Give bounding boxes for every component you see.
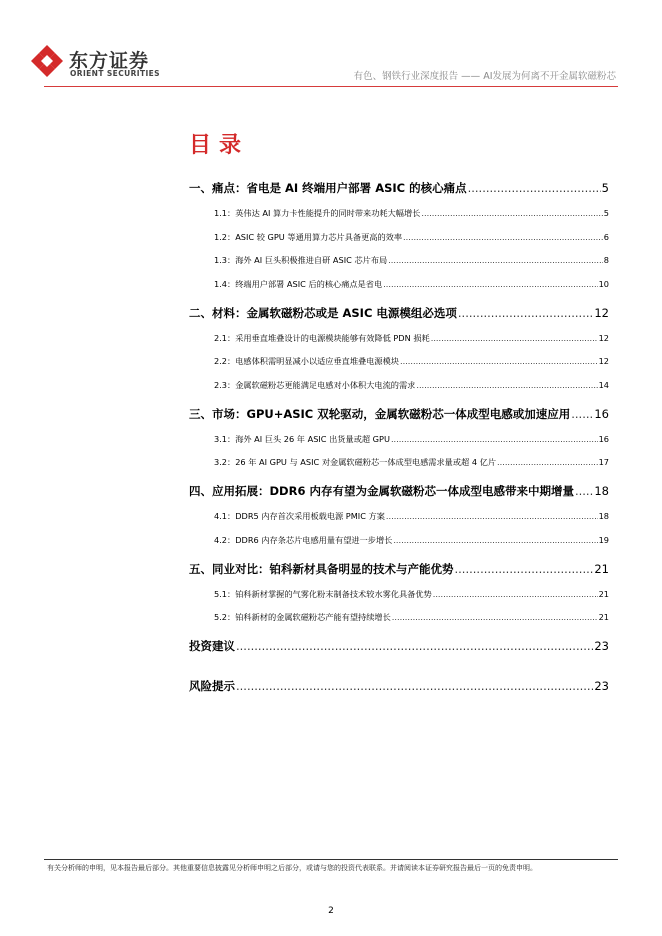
toc-leader-dots xyxy=(388,255,603,265)
toc-page-number: 12 xyxy=(598,356,609,366)
toc-page-number: 18 xyxy=(598,511,609,521)
toc-leader-dots xyxy=(236,639,593,653)
toc-section-entry[interactable] xyxy=(189,457,609,469)
toc-entry-title: 4.1：DDR5 内存首次采用板载电源 PMIC 方案 xyxy=(214,511,385,521)
toc-page-number: 23 xyxy=(594,639,609,653)
toc-entry-title: 一、痛点：省电是 AI 终端用户部署 ASIC 的核心痛点 xyxy=(189,181,467,195)
toc-entry-title: 2.1：采用垂直堆叠设计的电源模块能够有效降低 PDN 损耗 xyxy=(214,332,430,343)
toc-page-number: 8 xyxy=(603,255,609,265)
toc-section-entry[interactable] xyxy=(189,208,609,220)
toc-leader-dots xyxy=(571,407,593,421)
toc-page-number: 19 xyxy=(598,534,609,545)
toc-leader-dots xyxy=(431,333,598,343)
toc-page-number: 12 xyxy=(598,332,609,343)
toc-entry-title: 1.1：英伟达 AI 算力卡性能提升的同时带来功耗大幅增长 xyxy=(214,208,421,218)
toc-section-entry[interactable] xyxy=(189,434,609,446)
toc-entry-title: 1.2：ASIC 较 GPU 等通用算力芯片具备更高的效率 xyxy=(214,231,403,242)
toc-leader-dots xyxy=(575,484,593,498)
toc-section-entry[interactable] xyxy=(189,279,609,291)
toc-leader-dots xyxy=(403,232,603,242)
toc-page-number: 21 xyxy=(598,588,609,599)
toc-page-number: 17 xyxy=(598,457,609,467)
toc-page-number: 5 xyxy=(603,208,609,218)
toc-entry-title: 二、材料：金属软磁粉芯或是 ASIC 电源模组必选项 xyxy=(189,305,457,320)
toc-section-entry[interactable] xyxy=(189,535,609,547)
toc-chapter-entry[interactable] xyxy=(189,678,609,696)
toc-page-number: 18 xyxy=(594,484,609,498)
company-logo xyxy=(30,44,160,80)
toc-leader-dots xyxy=(392,612,598,622)
page-number: 2 xyxy=(328,906,334,916)
toc-leader-dots xyxy=(391,434,598,444)
toc-entry-title: 2.3：金属软磁粉芯更能满足电感对小体积大电流的需求 xyxy=(214,379,416,390)
toc-leader-dots xyxy=(400,356,598,366)
toc-chapter-entry[interactable] xyxy=(189,561,609,579)
toc-leader-dots xyxy=(421,208,602,218)
report-header-title: 有色、钢铁行业深度报告 —— AI发展为何离不开金属软磁粉芯 xyxy=(353,71,616,82)
toc-page-number: 21 xyxy=(594,561,609,576)
toc-heading: 目录 xyxy=(189,133,250,158)
footer-disclaimer: 有关分析师的申明，见本报告最后部分。其他重要信息披露见分析师申明之后部分，或请与您的投资代表联系。并请阅读本证券研究报告最后一页的免责申明。 xyxy=(47,864,537,872)
toc-leader-dots xyxy=(416,380,597,390)
toc-leader-dots xyxy=(383,279,597,289)
footer-divider xyxy=(44,859,618,860)
toc-leader-dots xyxy=(393,535,597,545)
toc-entry-title: 三、市场：GPU+ASIC 双轮驱动，金属软磁粉芯一体成型电感或加速应用 xyxy=(189,406,571,421)
toc-entry-title: 1.4：终端用户部署 ASIC 后的核心痛点是省电 xyxy=(214,278,383,289)
toc-chapter-entry[interactable] xyxy=(189,406,609,424)
toc-entry-title: 五、同业对比：铂科新材具备明显的技术与产能优势 xyxy=(189,561,454,576)
toc-section-entry[interactable] xyxy=(189,255,609,267)
logo-en-text: ORIENT SECURITIES xyxy=(70,69,160,78)
toc-entry-title: 5.1：铂科新材掌握的气雾化粉末制备技术较水雾化具备优势 xyxy=(214,588,432,599)
toc-section-entry[interactable] xyxy=(189,333,609,345)
toc-entry-title: 四、应用拓展：DDR6 内存有望为金属软磁粉芯一体成型电感带来中期增量 xyxy=(189,484,574,498)
toc-page-number: 14 xyxy=(598,379,609,390)
toc-leader-dots xyxy=(386,511,598,521)
toc-entry-title: 5.2：铂科新材的金属软磁粉芯产能有望持续增长 xyxy=(214,612,391,622)
toc-section-entry[interactable] xyxy=(189,232,609,244)
toc-chapter-entry[interactable] xyxy=(189,483,609,501)
toc-page-number: 16 xyxy=(598,433,609,444)
toc-leader-dots xyxy=(433,589,598,599)
toc-entry-title: 风险提示 xyxy=(189,679,235,693)
toc-entry-title: 4.2：DDR6 内存条芯片电感用量有望进一步增长 xyxy=(214,534,393,545)
toc-entry-title: 2.2：电感体积需明显减小以适应垂直堆叠电源模块 xyxy=(214,356,399,366)
toc-entry-title: 3.1：海外 AI 巨头 26 年 ASIC 出货量或超 GPU xyxy=(214,433,390,444)
table-of-contents xyxy=(189,180,609,718)
toc-leader-dots xyxy=(468,181,601,195)
toc-section-entry[interactable] xyxy=(189,511,609,523)
toc-page-number: 16 xyxy=(594,406,609,421)
toc-chapter-entry[interactable] xyxy=(189,638,609,656)
toc-page-number: 6 xyxy=(603,231,609,242)
toc-section-entry[interactable] xyxy=(189,589,609,601)
toc-page-number: 10 xyxy=(598,278,609,289)
toc-page-number: 5 xyxy=(601,181,609,195)
header-divider xyxy=(44,86,618,87)
toc-entry-title: 3.2：26 年 AI GPU 与 ASIC 对金属软磁粉芯一体成型电感需求量或超 4 亿片 xyxy=(214,457,497,467)
toc-section-entry[interactable] xyxy=(189,356,609,368)
toc-leader-dots xyxy=(458,306,593,320)
toc-page-number: 12 xyxy=(594,305,609,320)
toc-leader-dots xyxy=(455,562,594,576)
toc-page-number: 23 xyxy=(594,679,609,693)
logo-cn-text: 东方证券 xyxy=(69,50,150,72)
toc-section-entry[interactable] xyxy=(189,380,609,392)
toc-page-number: 21 xyxy=(598,612,609,622)
toc-chapter-entry[interactable] xyxy=(189,180,609,198)
toc-entry-title: 投资建议 xyxy=(189,639,235,653)
toc-section-entry[interactable] xyxy=(189,612,609,624)
toc-leader-dots xyxy=(236,679,593,693)
logo-diamond-icon xyxy=(30,44,64,78)
toc-leader-dots xyxy=(497,457,598,467)
toc-chapter-entry[interactable] xyxy=(189,305,609,323)
toc-entry-title: 1.3：海外 AI 巨头积极推进自研 ASIC 芯片布局 xyxy=(214,255,388,265)
